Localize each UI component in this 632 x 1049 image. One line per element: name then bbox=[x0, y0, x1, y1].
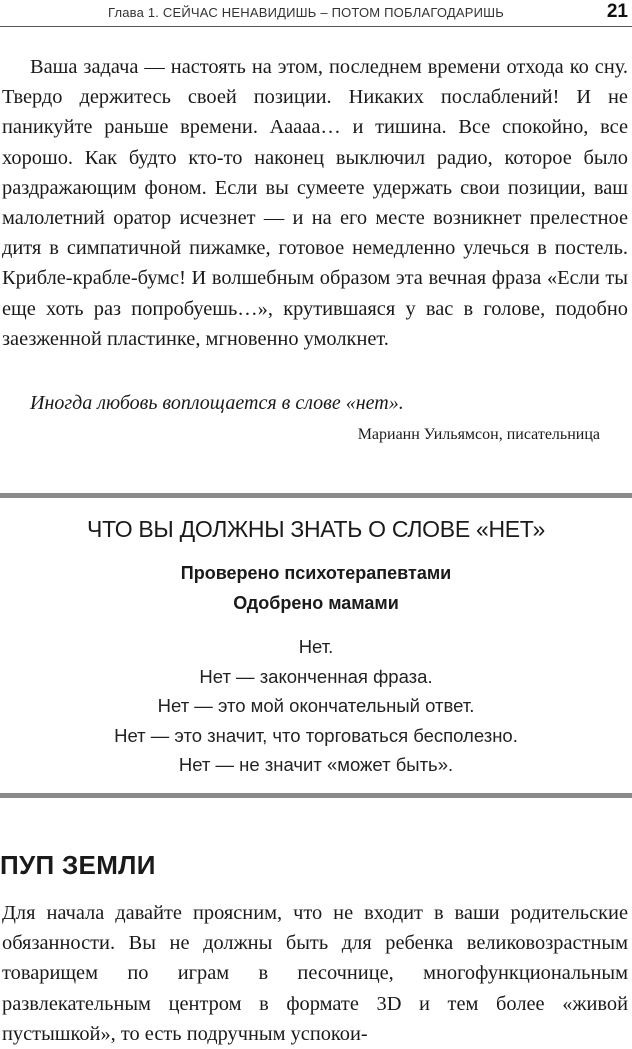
body-paragraph: Ваша задача — настоять на этом, последнем времени отхода ко сну. Твердо держитесь своей позиции. Никаких послаблений! И не паникуйте раньше времени. Ааааа… и тишина. Все спокойно, все хорошо. Как будто кто-то наконец выключил радио, которое было раздражающим фоном. Если вы сумеете удержать свои позиции, ваш малолетний оратор исчезнет — и на его месте возникнет прелестное дитя в симпатичной пижамке, готовое немедленно улечься в постель. Крибле-крабле-бумс! И волшебным образом эта вечная фраза «Если ты еще хоть раз попробуешь…», крутившаяся у вас в голове, подобно заезженной пластинке, мгновенно умолкнет. bbox=[2, 56, 628, 350]
box-bottom-rule bbox=[0, 793, 632, 798]
epigraph-author: Марианн Уильямсон, писательница bbox=[357, 426, 600, 443]
box-line: Нет — это мой окончательный ответ. bbox=[157, 695, 475, 716]
section-heading: ПУП ЗЕМЛИ bbox=[0, 850, 156, 880]
box-line: Нет. bbox=[298, 636, 334, 657]
epigraph-quote: Иногда любовь воплощается в слове «нет». bbox=[30, 392, 404, 414]
chapter-title: Глава 1. СЕЙЧАС НЕНАВИДИШЬ – ПОТОМ ПОБЛАГОДАРИШЬ bbox=[107, 5, 504, 20]
box-line: Нет — не значит «может быть». bbox=[178, 754, 454, 775]
box-top-rule bbox=[0, 493, 632, 498]
body-paragraph: Для начала давайте проясним, что не входит в ваши родительские обязанности. Вы не должны быть для ребенка великовозрастным товарищем по играм в песочнице, многофункциональным развлекательным центром в формате 3D и тем более «живой пустышкой», то есть подручным успокои- bbox=[2, 902, 628, 1045]
box-line: Нет — это значит, что торговаться бесполезно. bbox=[114, 724, 518, 746]
box-lines bbox=[0, 632, 632, 780]
box-line: Нет — законченная фраза. bbox=[199, 665, 433, 687]
page-number: 21 bbox=[606, 1, 628, 22]
box-subtitle: Проверено психотерапевтами bbox=[180, 563, 452, 583]
running-header bbox=[0, 0, 632, 27]
box-subtitle: Одобрено мамами bbox=[233, 593, 399, 613]
box-title: ЧТО ВЫ ДОЛЖНЫ ЗНАТЬ О СЛОВЕ «НЕТ» bbox=[86, 516, 546, 542]
